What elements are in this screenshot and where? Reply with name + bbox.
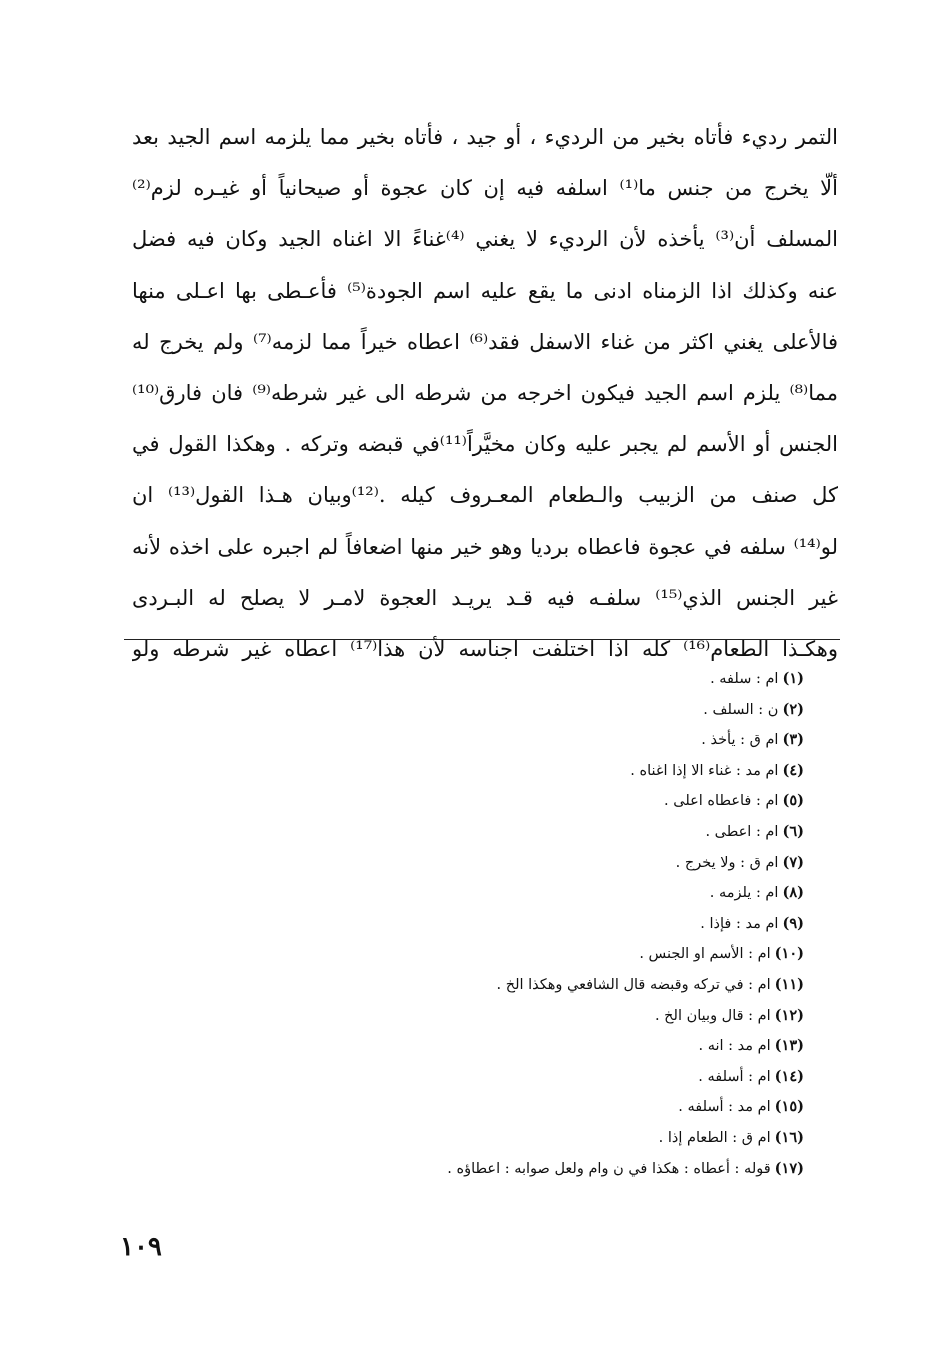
text-line: الجنس أو الأسم لم يجبر عليه وكان مخيَّراً⁽¹¹⁾في قبضه وتركه . وهكذا القول في — [132, 432, 838, 457]
footnote-number: (١٤) — [774, 1067, 804, 1085]
footnote-number: (٦) — [782, 822, 804, 840]
footnote-text: ام : قال وبيان الخ . — [654, 1007, 771, 1024]
footnote-item — [284, 848, 804, 879]
footnote-item — [284, 756, 804, 787]
footnote-number: (٧) — [782, 853, 804, 871]
footnote-item — [284, 786, 804, 817]
footnote-item — [284, 909, 804, 940]
footnote-number: (١٦) — [774, 1128, 804, 1146]
footnote-number: (١١) — [774, 975, 804, 993]
footnote-number: (٣) — [782, 731, 804, 749]
footnote-text: ام ق : الطعام إذا . — [658, 1129, 771, 1146]
footnote-text: ام : في تركه وقبضه قال الشافعي وهكذا الخ . — [496, 976, 771, 993]
footnote-number: (١٧) — [774, 1159, 804, 1177]
footnote-number: (١٢) — [774, 1006, 804, 1024]
footnote-number: (٢) — [782, 700, 804, 718]
footnote-text: ام مد : غناء الا إذا اغناه . — [630, 762, 779, 779]
footnote-item — [284, 939, 804, 970]
footnotes-list — [284, 664, 804, 1184]
footnote-text: ام : سلفه . — [710, 671, 779, 687]
footnote-item — [284, 1123, 804, 1154]
footnote-number: (٤) — [782, 761, 804, 779]
text-line: التمر رديء فأتاه بخير من الرديء ، أو جيد ، فأتاه بخير مما يلزمه اسم الجيد بعد — [132, 125, 838, 149]
footnote-text: ام مد : فإذا . — [700, 915, 779, 932]
text-line: عنه وكذلك اذا الزمناه ادنى ما يقع عليه اسم الجودة⁽⁵⁾ فأعـطى بها اعـلى منها — [132, 278, 838, 303]
footnote-number: (١٥) — [774, 1098, 804, 1116]
footnote-text: قوله : أعطاه : هكذا في ن وام ولعل صوابه : اعطاؤه . — [447, 1160, 771, 1177]
text-line: ألّا يخرج من جنس ما⁽¹⁾ اسلفه فيه إن كان عجوة أو صيحانياً أو غيـره لزم⁽²⁾ — [132, 176, 838, 201]
footnote-item — [284, 1001, 804, 1032]
footnote-item — [284, 970, 804, 1001]
footnote-number: (١٠) — [774, 945, 804, 963]
footnote-number: (٥) — [782, 792, 804, 810]
text-line: وهكـذا الطعام⁽¹⁶⁾ كله اذا اختلفت اجناسه لأن هذا⁽¹⁷⁾ اعطاه غير شرطه ولو — [132, 636, 838, 661]
footnote-text: ام ق : ولا يخرج . — [675, 854, 779, 871]
text-line: مما⁽⁸⁾ يلزم اسم الجيد فيكون اخرجه من شرطه الى غير شرطه⁽⁹⁾ فان فارق⁽¹⁰⁾ — [132, 380, 838, 405]
page-number: ١٠٩ — [120, 1232, 162, 1262]
text-line: غير الجنس الذي⁽¹⁵⁾ سلفـه فيه قـد يريـد العجوة لامـر لا يصلح له البـردى — [132, 585, 838, 610]
footnote-number: (١) — [782, 670, 804, 687]
footnote-number: (٩) — [782, 914, 804, 932]
text-line: المسلف أن⁽³⁾ يأخذه لأن الرديء لا يغني ⁽⁴⁾غناءً الا اغناه الجيد وكان فيه فضل — [132, 227, 838, 252]
footnote-text: ام : يلزمه . — [709, 885, 779, 902]
main-text-block — [132, 112, 838, 675]
footnote-item — [284, 725, 804, 756]
footnote-number: (١٣) — [774, 1037, 804, 1055]
text-line: لو⁽¹⁴⁾ سلفه في عجوة فاعطاه برديا وهو خير منها اضعافاً لم اجبره على اخذه لأنه — [132, 534, 838, 559]
footnote-text: ن : السلف . — [703, 701, 779, 718]
footnote-item — [284, 1154, 804, 1185]
footnote-item — [284, 1062, 804, 1093]
footnote-number: (٨) — [782, 884, 804, 902]
footnote-text: ام : أسلفه . — [698, 1068, 771, 1085]
footnote-item — [284, 1031, 804, 1062]
footnote-text: ام ق : يأخذ . — [701, 732, 779, 749]
footnote-text: ام : اعطى . — [705, 823, 779, 840]
footnote-text: ام : الأسم او الجنس . — [639, 946, 771, 963]
footnote-text: ام : فاعطاه اعلى . — [664, 793, 779, 810]
footnote-item — [284, 878, 804, 909]
text-line: فالأعلى يغني اكثر من غناء الاسفل فقد⁽⁶⁾ اعطاه خيراً مما لزمه⁽⁷⁾ ولم يخرج له — [132, 329, 838, 354]
footnote-text: ام مد : انه . — [698, 1038, 771, 1055]
text-line: كل صنف من الزبيب والـطعام المعـروف كيله .⁽¹²⁾وبيان هـذا القول⁽¹³⁾ ان — [132, 483, 838, 508]
footnote-item — [284, 817, 804, 848]
footnote-divider — [124, 639, 840, 640]
footnote-item — [284, 695, 804, 726]
footnote-item — [284, 1092, 804, 1123]
footnote-text: ام مد : أسلفه . — [678, 1099, 771, 1116]
footnote-item — [284, 664, 804, 695]
